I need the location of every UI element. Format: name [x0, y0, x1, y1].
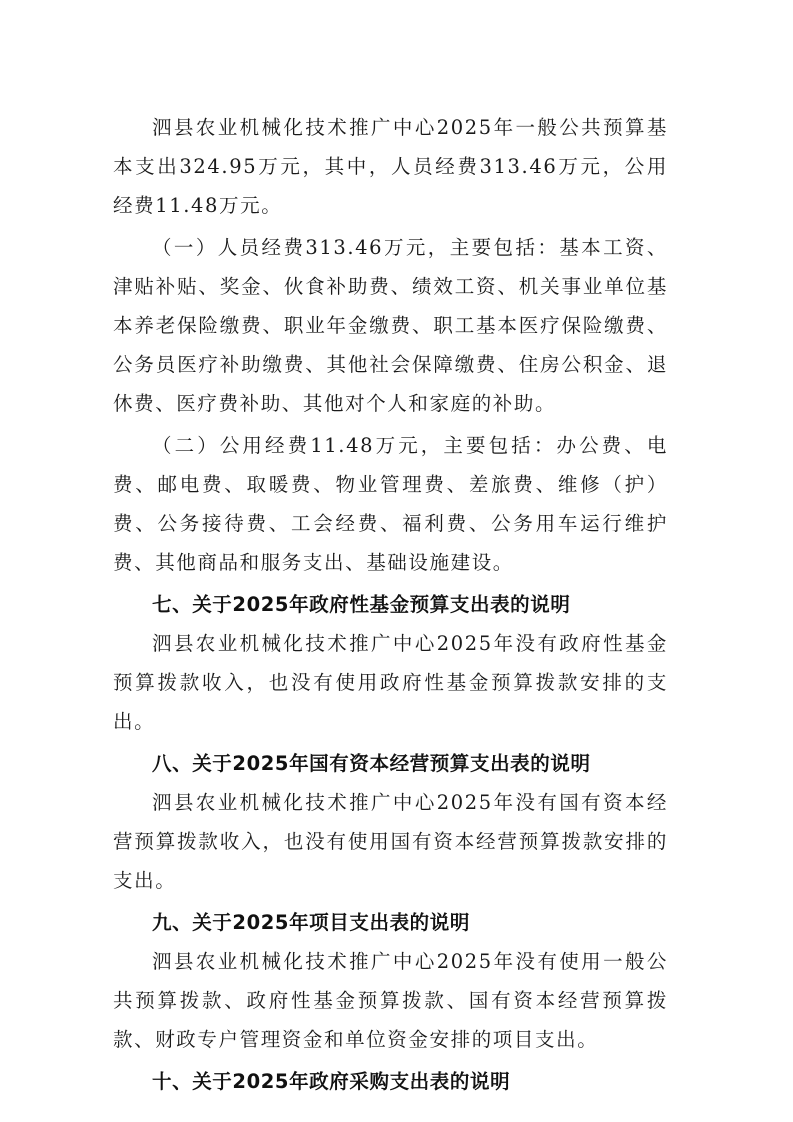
document-body [113, 108, 668, 1101]
paragraph-government-fund: 泗县农业机械化技术推广中心2025年没有政府性基金预算拨款收入，也没有使用政府性基金预算拨款安排的支出。 [113, 632, 668, 733]
paragraph-basic-expenditure: 泗县农业机械化技术推广中心2025年一般公共预算基本支出324.95万元，其中，人员经费313.46万元，公用经费11.48万元。 [113, 116, 668, 217]
section-heading-ten: 十、关于2025年政府采购支出表的说明 [152, 1070, 511, 1093]
section-heading-seven: 七、关于2025年政府性基金预算支出表的说明 [152, 593, 571, 616]
section-heading-nine: 九、关于2025年项目支出表的说明 [152, 911, 470, 934]
paragraph-personnel-expenses: （一）人员经费313.46万元，主要包括：基本工资、津贴补贴、奖金、伙食补助费、绩效工资、机关事业单位基本养老保险缴费、职业年金缴费、职工基本医疗保险缴费、公务员医疗补助缴费、其他社会保障缴费、住房公积金、退休费、医疗费补助、其他对个人和家庭的补助。 [113, 236, 668, 415]
paragraph-public-expenses: （二）公用经费11.48万元，主要包括：办公费、电费、邮电费、取暖费、物业管理费、差旅费、维修（护）费、公务接待费、工会经费、福利费、公务用车运行维护费、其他商品和服务支出、基础设施建设。 [113, 434, 668, 574]
paragraph-project-expenditure: 泗县农业机械化技术推广中心2025年没有使用一般公共预算拨款、政府性基金预算拨款、国有资本经营预算拨款、财政专户管理资金和单位资金安排的项目支出。 [113, 950, 668, 1051]
section-heading-eight: 八、关于2025年国有资本经营预算支出表的说明 [152, 752, 591, 775]
paragraph-state-capital: 泗县农业机械化技术推广中心2025年没有国有资本经营预算拨款收入，也没有使用国有资本经营预算拨款安排的支出。 [113, 791, 668, 892]
